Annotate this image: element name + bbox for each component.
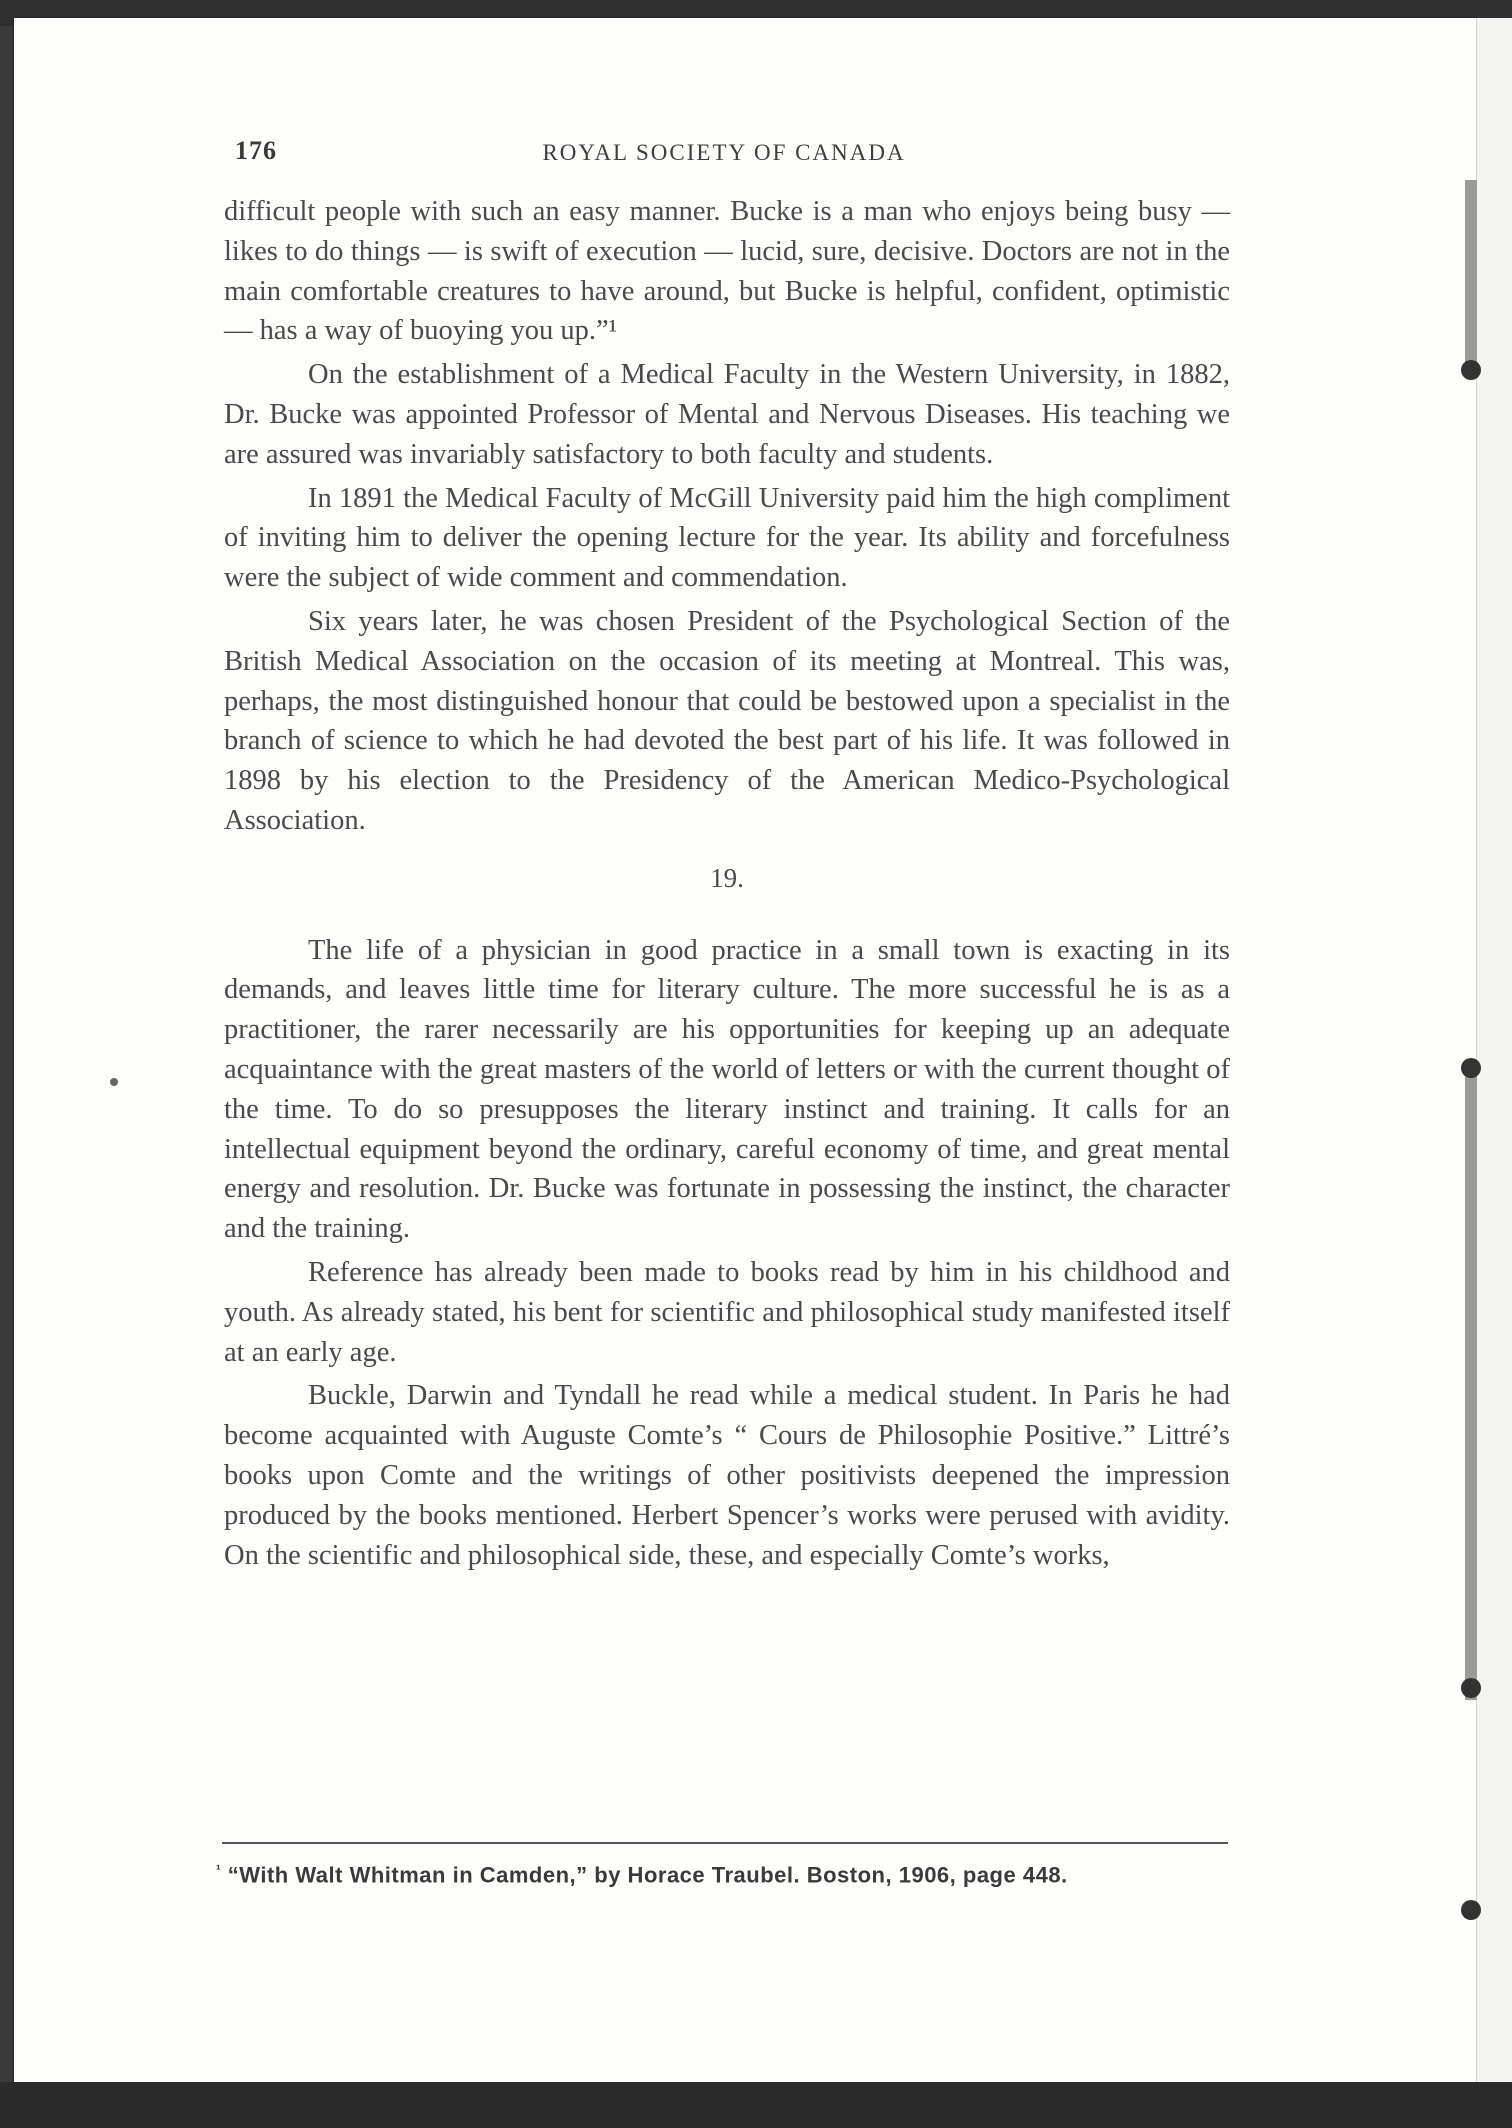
section-number: 19. [710, 862, 744, 893]
footnote-marker: ¹ [216, 1861, 222, 1877]
scan-speck [110, 1078, 118, 1086]
paragraph: The life of a physician in good practice in a small town is exacting in its demands, and leaves little time for literary culture. The more successful he is as a practitioner, the rarer necessarily are his opportunities for keeping up an adequate acquaintance with the great masters of the world of letters or with the current thought of the time. To do so presupposes the literary instinct and training. It calls for an intellectual equipment beyond the ordinary, careful economy of time, and great mental energy and resolution. Dr. Bucke was fortunate in possessing the instinct, the character and the training. [224, 934, 1230, 1245]
footnote-rule [222, 1842, 1228, 1844]
binding-rivet [1461, 1900, 1481, 1920]
page-header [220, 136, 1228, 176]
page-number: 176 [235, 136, 277, 165]
scan-bottom-border [0, 2082, 1512, 2128]
paragraph: In 1891 the Medical Faculty of McGill University paid him the high compliment of inviting him to deliver the opening lecture for the year. Its ability and forcefulness were the subject of wide comment and commendation. [224, 482, 1230, 594]
paragraph: On the establishment of a Medical Faculty in the Western University, in 1882, Dr. Bucke was appointed Professor of Mental and Nervous Diseases. His teaching we are assured was invariably satisfactory to both faculty and students. [224, 359, 1230, 470]
binding-rivet [1461, 1058, 1481, 1078]
paragraph: difficult people with such an easy manner. Bucke is a man who enjoys being busy — likes to do things — is swift of execution — lucid, sure, decisive. Doctors are not in the main comfortable creatures to have around, but Bucke is helpful, confident, optimistic — has a way of buoying you up.”¹ [224, 196, 1230, 347]
footnote-text: “With Walt Whitman in Camden,” by Horace Traubel. Boston, 1906, page 448. [227, 1862, 1068, 1888]
paragraph: Buckle, Darwin and Tyndall he read while a medical student. In Paris he had become acquainted with Auguste Comte’s “ Cours de Philosophie Positive.” Littré’s books upon Comte and the writings of other positivists deepened the impression produced by the books mentioned. Herbert Spencer’s works were perused with avidity. On the scientific and philosophical side, these, and especially Comte’s works, [224, 1380, 1230, 1571]
binding-clip-upper [1465, 180, 1477, 370]
binding-rivet [1461, 1678, 1481, 1698]
binding-edge [1476, 18, 1512, 2086]
running-head: ROYAL SOCIETY OF CANADA [542, 140, 906, 165]
body-text [224, 192, 1230, 1575]
binding-rivet [1461, 360, 1481, 380]
binding-clip-lower [1465, 1070, 1477, 1700]
footnote [216, 1855, 1222, 1889]
paragraph: Six years later, he was chosen President of the Psychological Section of the British Medical Association on the occasion of its meeting at Montreal. This was, perhaps, the most distinguished honour that could be bestowed upon a specialist in the branch of science to which he had devoted the best part of his life. It was followed in 1898 by his election to the Presidency of the American Medico-Psychological Association. [224, 605, 1230, 836]
paragraph: Reference has already been made to books read by him in his childhood and youth. As already stated, his bent for scientific and philosophical study manifested itself at an early age. [224, 1256, 1230, 1368]
